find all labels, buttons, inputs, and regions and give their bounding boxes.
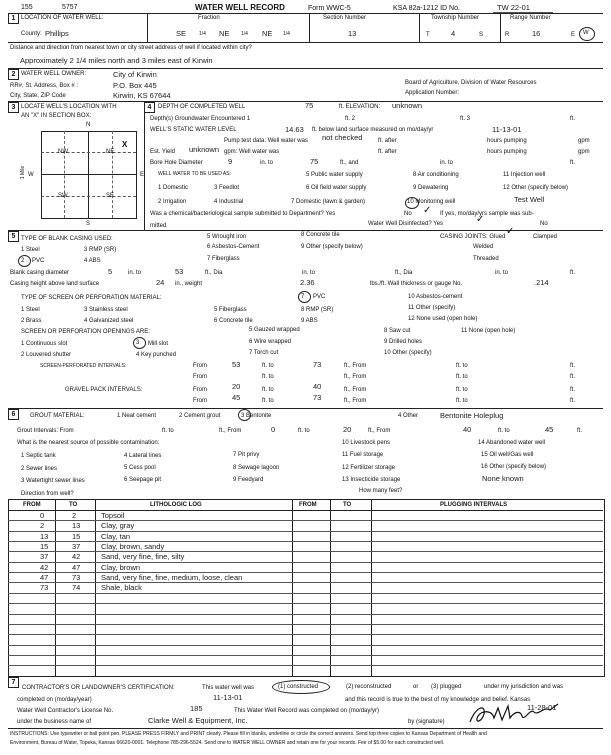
direction-label: Direction from well? xyxy=(21,491,74,497)
ksa-id: KSA 82a-1212 ID No. xyxy=(393,5,460,12)
log-from: 73 xyxy=(40,583,49,593)
log-to: 37 xyxy=(72,542,81,552)
log-description: Topsoil xyxy=(101,511,125,520)
screen-intervals-label: SCREEN-PERFORATED INTERVALS: xyxy=(40,363,127,369)
log-description: Clay, gray xyxy=(101,521,135,531)
form-title: WATER WELL RECORD xyxy=(195,3,285,12)
pvc-screen-selected: PVC xyxy=(313,294,326,300)
depth-label: DEPTH OF COMPLETED WELL xyxy=(158,104,246,110)
range-number-label: Range Number xyxy=(510,15,551,21)
static-date: 11-13-01 xyxy=(492,125,522,134)
table-row-divider xyxy=(8,634,603,635)
yield-value: unknown xyxy=(189,145,220,154)
table-row-divider xyxy=(8,603,603,604)
log-from: 15 xyxy=(40,542,49,552)
completed-date: 11-13-01 xyxy=(213,693,243,702)
grout-to-2: 45 xyxy=(545,425,554,434)
log-to: 47 xyxy=(72,562,81,572)
distance-value: Approximately 2 1/4 miles north and 3 miles east of Kirwin xyxy=(20,56,213,65)
log-to: 13 xyxy=(72,521,81,531)
casing-diameter-label: Blank casing diameter xyxy=(10,270,70,276)
casing-joints-label: CASING JOINTS: Glued xyxy=(440,234,506,240)
depth-value: 75 xyxy=(305,101,314,110)
board-label: Board of Agriculture, Division of Water Resources xyxy=(405,80,537,86)
log-description: Sand, very fine, fine, medium, loose, clean xyxy=(101,573,243,583)
log-to: 2 xyxy=(72,511,77,520)
disinfected-yes-check: ✓ xyxy=(476,214,485,225)
casing-height-label: Casing height above land surface xyxy=(10,281,100,287)
fraction-3: NE xyxy=(262,29,273,38)
owner-city: Kirwin, KS 67644 xyxy=(113,91,171,100)
log-from: 13 xyxy=(40,531,49,541)
table-row-divider xyxy=(8,645,603,646)
county-label: County: xyxy=(21,31,42,37)
grout-label: GROUT MATERIAL: xyxy=(30,413,85,419)
screen-type-label: TYPE OF SCREEN OR PERFORATION MATERIAL: xyxy=(21,295,162,301)
pump-test-label: Pump test data: Well water was xyxy=(224,138,308,144)
contractor-signature xyxy=(466,700,566,728)
range-value: 16 xyxy=(532,29,541,38)
static-level-value: 14.63 xyxy=(285,125,304,134)
grout-from-2: 40 xyxy=(463,425,472,434)
grout-other-value: Bentonite Holeplug xyxy=(440,411,504,420)
gauge-value: .214 xyxy=(534,278,549,287)
log-description: Sand, very fine, fine, silty xyxy=(101,552,185,562)
log-from: 47 xyxy=(40,573,49,583)
table-row-divider xyxy=(8,531,603,532)
gravel-to-1: 40 xyxy=(313,382,322,391)
elevation-value: unknown xyxy=(392,101,423,110)
how-many-feet-label: How many feet? xyxy=(359,488,403,494)
fraction-label: Fraction xyxy=(198,15,220,21)
table-row-divider xyxy=(8,582,603,583)
no-checkmark: ✓ xyxy=(423,205,432,216)
gravel-from-1: 20 xyxy=(232,382,241,391)
plugging-intervals-header: PLUGGING INTERVALS xyxy=(440,502,508,508)
mill-slot-selected: Mill slot xyxy=(148,341,169,347)
bore-value: 9 xyxy=(228,157,233,166)
log-to: 15 xyxy=(72,531,81,541)
groundwater-label: Depth(s) Groundwater Encountered 1 xyxy=(150,116,251,122)
log-description: Shale, black xyxy=(101,583,142,593)
owner-name: City of Kirwin xyxy=(113,70,157,79)
license-number: 185 xyxy=(190,704,203,713)
business-name: Clarke Well & Equipment, Inc. xyxy=(148,716,248,725)
location-label: LOCATION OF WATER WELL: xyxy=(21,15,104,21)
record-number-1: 155 xyxy=(21,4,33,11)
section-2-marker: 2 xyxy=(8,69,19,80)
log-description: Clay, tan xyxy=(101,531,131,541)
owner-address: P.O. Box 445 xyxy=(113,81,157,90)
completed-label: completed on (mo/day/year) xyxy=(17,697,92,703)
lithologic-log-table xyxy=(8,499,605,677)
record-completed-date: 11-28-01 xyxy=(527,703,557,712)
locate-label: LOCATE WELL'S LOCATION WITH xyxy=(21,104,117,110)
casing-height: 24 xyxy=(156,278,165,287)
distance-label: Distance and direction from nearest town or city street address of well if located within city? xyxy=(10,45,252,51)
city-label: City, State, ZIP Code xyxy=(10,93,66,99)
screen-to: 73 xyxy=(313,360,322,369)
application-label: Application Number: xyxy=(405,90,460,96)
log-from: 0 xyxy=(40,511,45,520)
table-row-divider xyxy=(8,551,603,552)
casing-weight: 2.36 xyxy=(300,278,315,287)
gravel-from-2: 45 xyxy=(232,393,241,402)
table-row-divider xyxy=(8,624,603,625)
chemical-sample-label: Was a chemical/bacteriological sample submitted to Department? Yes xyxy=(150,211,336,217)
fraction-1: SE xyxy=(176,29,187,38)
instructions-line-1: INSTRUCTIONS: Use typewriter or ball point pen. PLEASE PRESS FIRMLY and PRINT clearly. Please fill in blanks, underline or circle the correct answers. Send top three copies to Kansas Department of Health and xyxy=(10,731,487,737)
section-box-label: AN "X" IN SECTION BOX: xyxy=(21,113,92,119)
id-number: TW 22-01 xyxy=(497,3,530,12)
water-use-label: WELL WATER TO BE USED AS: xyxy=(158,171,231,177)
log-from: 37 xyxy=(40,552,49,562)
log-from: 2 xyxy=(40,521,45,531)
log-description: Clay, brown, sandy xyxy=(101,542,165,552)
gravel-to-2: 73 xyxy=(313,393,322,402)
log-description: Clay, brown xyxy=(101,562,141,572)
section-4-marker: 4 xyxy=(144,102,155,113)
test-well-value: Test Well xyxy=(514,195,545,204)
contamination-label: What is the nearest source of possible contamination: xyxy=(17,440,160,446)
casing-to: 53 xyxy=(175,267,184,276)
blank-casing-label: TYPE OF BLANK CASING USED: xyxy=(21,236,113,242)
record-number-2: 5757 xyxy=(62,4,78,11)
table-row-divider xyxy=(8,655,603,656)
section-value: 13 xyxy=(348,29,357,38)
contamination-other-value: None known xyxy=(482,474,524,483)
lithologic-log-header: LITHOLOGIC LOG xyxy=(150,502,202,508)
pvc-casing-selected: PVC xyxy=(32,258,45,264)
bore-to-value: 75 xyxy=(310,157,319,166)
log-from: 42 xyxy=(40,562,49,572)
pump-not-checked: not checked xyxy=(322,133,363,142)
business-name-label: under the business name of xyxy=(17,719,92,725)
table-row-divider xyxy=(8,665,603,666)
section-number-label: Section Number xyxy=(323,15,367,21)
fraction-2: NE xyxy=(219,29,230,38)
grout-intervals-label: Grout Intervals: From xyxy=(17,428,74,434)
address-label: RR#, St. Address, Box # : xyxy=(10,83,79,89)
owner-label: WATER WELL OWNER: xyxy=(21,71,87,77)
screen-from: 53 xyxy=(232,360,241,369)
grout-to-1: 20 xyxy=(343,425,352,434)
section-3-marker: 3 xyxy=(8,102,19,113)
table-row-divider xyxy=(8,593,603,594)
section-7-marker: 7 xyxy=(8,677,19,688)
certification-label: CONTRACTOR'S OR LANDOWNER'S CERTIFICATION: xyxy=(22,685,175,691)
well-location-x: X xyxy=(122,140,128,149)
range-west-selected: W xyxy=(583,30,589,36)
openings-label: SCREEN OR PERFORATION OPENINGS ARE: xyxy=(21,329,150,335)
township-value: 4 xyxy=(451,29,456,38)
yield-label: Est. Yield xyxy=(150,149,176,155)
license-label: Water Well Contractor's License No. xyxy=(17,708,114,714)
log-to: 74 xyxy=(72,583,81,593)
log-to: 42 xyxy=(72,552,81,562)
township-number-label: Township Number xyxy=(431,15,480,21)
table-row-divider xyxy=(8,541,603,542)
instructions-line-2: Environment, Bureau of Water, Topeka, Kansas 66620-0001. Telephone 785-296-5524. Send one to WATER WELL OWNER and retain one for your records. Fee of $5.00 for each constructed well. xyxy=(10,740,445,746)
gravel-pack-label: GRAVEL PACK INTERVALS: xyxy=(65,387,143,393)
static-level-label: WELL'S STATIC WATER LEVEL xyxy=(150,127,237,133)
disinfected-label: Water Well Disinfected? Yes xyxy=(368,221,444,227)
section-5-marker: 5 xyxy=(8,231,19,242)
table-row-divider xyxy=(8,520,603,521)
casing-diameter: 5 xyxy=(108,267,113,276)
bore-label: Bore Hole Diameter xyxy=(150,160,203,166)
grout-from-1: 0 xyxy=(271,425,276,434)
section-6-marker: 6 xyxy=(8,409,19,420)
county-value: Phillips xyxy=(45,29,69,38)
table-row-divider xyxy=(8,572,603,573)
log-to: 73 xyxy=(72,573,81,583)
form-number: Form WWC-5 xyxy=(308,5,351,12)
section-1-marker: 1 xyxy=(8,13,19,24)
table-row-divider xyxy=(8,614,603,615)
table-row-divider xyxy=(8,562,603,563)
